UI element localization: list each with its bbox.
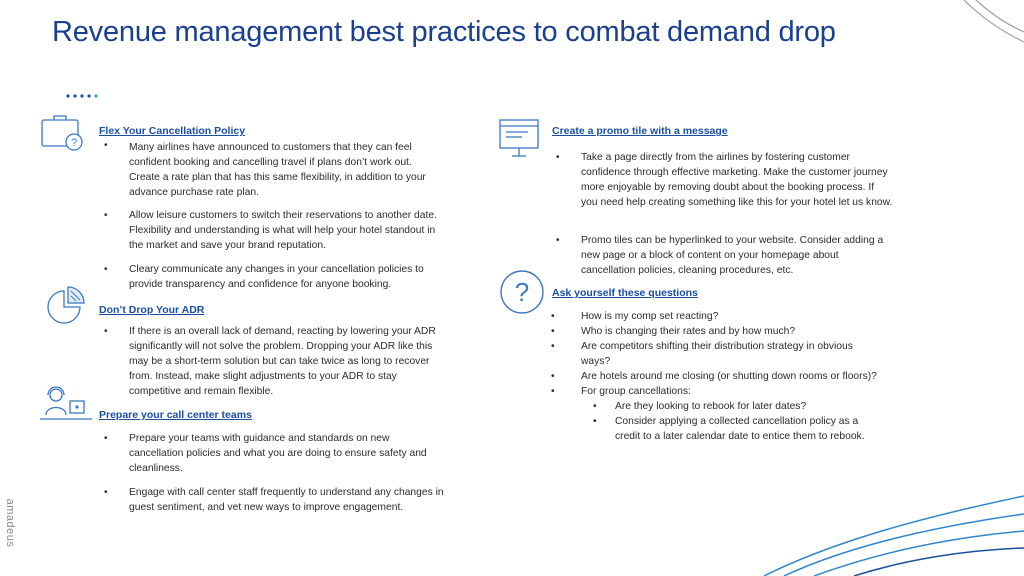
- monitor-icon: [498, 118, 542, 162]
- bullet-marker: •: [104, 140, 108, 151]
- logo-text: amadeus: [4, 498, 16, 548]
- cancellation-bullet-3: Cleary communicate any changes in your cancellation policies to provide transparency and confidence for anyone booking.: [129, 264, 424, 290]
- page-title: Revenue management best practices to combat demand drop: [52, 16, 836, 48]
- sub-question-text: Are they looking to rebook for later dates?: [615, 401, 807, 412]
- list-item: • Are competitors shifting their distribution strategy in obvious ways?: [551, 341, 853, 367]
- question-circle-icon: [498, 268, 546, 316]
- question-text: Who is changing their rates and by how much?: [581, 326, 796, 337]
- amadeus-logo: [3, 500, 17, 546]
- bullet-marker: •: [104, 433, 108, 444]
- bullet-marker: •: [104, 264, 108, 275]
- promo-heading: Create a promo tile with a message: [552, 125, 728, 137]
- list-item: • How is my comp set reacting?: [551, 311, 719, 322]
- briefcase-question-icon: [40, 112, 86, 152]
- callcenter-heading: Prepare your call center teams: [99, 409, 252, 421]
- list-item: • Are hotels around me closing (or shutting down rooms or floors)?: [551, 371, 877, 382]
- pie-chart-icon: [44, 285, 86, 327]
- question-text: Are competitors shifting their distribution strategy in obvious ways?: [581, 341, 853, 367]
- adr-bullet-1: If there is an overall lack of demand, reacting by lowering your ADR significantly will not solve the problem. Dropping your ADR like this may be a short-term solution but can take twice as long to recover from. Instead, make slight adjustments to your ADR to stay competitive and remain flexible.: [129, 326, 436, 397]
- bullet-marker: •: [104, 326, 108, 337]
- decorative-curves-top: [954, 0, 1024, 60]
- decorative-dots: [66, 92, 106, 100]
- cancellation-bullet-1: Many airlines have announced to customers that they can feel confident booking and cancelling travel if plans don’t work out. Create a rate plan that has this same flexibility, in addition to your advance purchase rate plan.: [129, 142, 426, 198]
- bullet-marker: •: [556, 235, 560, 246]
- bullet-marker: •: [104, 210, 108, 221]
- bullet-marker: •: [556, 152, 560, 163]
- decorative-curves-bottom: [764, 466, 1024, 576]
- bullet-marker: •: [104, 487, 108, 498]
- question-text: How is my comp set reacting?: [581, 311, 719, 322]
- callcenter-bullet-2: Engage with call center staff frequently to understand any changes in guest sentiment, and vet new ways to improve engagement.: [129, 487, 444, 513]
- sub-list-item: • Consider applying a collected cancellation policy as a credit to a later calendar date to entice them to rebook.: [593, 416, 865, 442]
- cancellation-heading: Flex Your Cancellation Policy: [99, 125, 246, 137]
- svg-text:?: ?: [70, 137, 78, 149]
- list-item: • For group cancellations:: [551, 386, 691, 397]
- adr-heading: Don’t Drop Your ADR: [99, 304, 205, 316]
- cancellation-bullet-2: Allow leisure customers to switch their reservations to another date. Flexibility and understanding is what will help your hotel standout in the market and save your brand reputation.: [129, 210, 437, 251]
- callcenter-bullet-1: Prepare your teams with guidance and standards on new cancellation policies and what you are doing to ensure safety and cleanliness.: [129, 433, 427, 474]
- sub-list-item: • Are they looking to rebook for later dates?: [593, 401, 807, 412]
- promo-bullet-2: Promo tiles can be hyperlinked to your website. Consider adding a new page or a block of content on your homepage about cancellation policies, cleaning procedures, etc.: [581, 235, 884, 276]
- list-item: • Who is changing their rates and by how much?: [551, 326, 796, 337]
- question-text: Are hotels around me closing (or shutting down rooms or floors)?: [581, 371, 877, 382]
- call-center-agent-icon: [40, 385, 92, 427]
- questions-heading: Ask yourself these questions: [552, 287, 698, 299]
- svg-text:?: ?: [514, 277, 530, 307]
- promo-bullet-1: Take a page directly from the airlines by fostering customer confidence through effective marketing. Make the customer journey more enjoyable by removing doubt about the booking process. If you need help creating something like this for your hotel let us know.: [581, 152, 893, 208]
- sub-question-text: Consider applying a collected cancellation policy as a credit to a later calendar date to entice them to rebook.: [615, 416, 865, 442]
- question-text: For group cancellations:: [581, 386, 691, 397]
- questions-list: [551, 309, 881, 444]
